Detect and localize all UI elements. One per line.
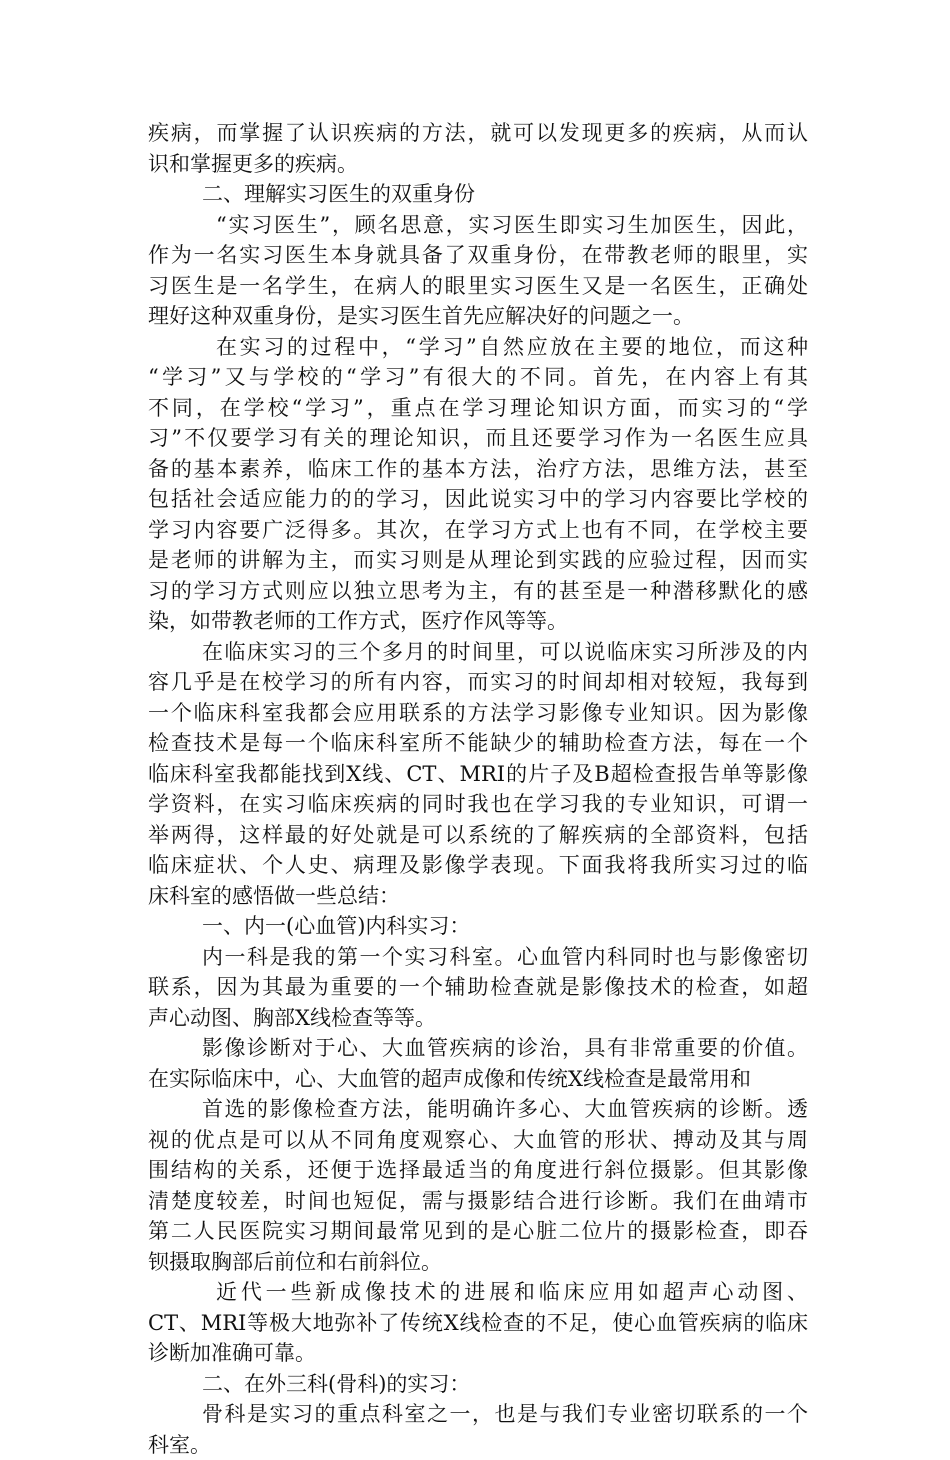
- text-line: 作为一名实习医生本身就具备了双重身份，在带教老师的眼里，实: [148, 240, 808, 271]
- text-line: 诊断加准确可靠。: [148, 1338, 808, 1369]
- text-line: 二、理解实习医生的双重身份: [148, 179, 808, 210]
- text-line: 内一科是我的第一个实习科室。心血管内科同时也与影像密切: [148, 942, 808, 973]
- text-line: 备的基本素养，临床工作的基本方法，治疗方法，思维方法，甚至: [148, 454, 808, 485]
- text-line: 声心动图、胸部X线检查等等。: [148, 1003, 808, 1034]
- text-line: 在实习的过程中，“学习”自然应放在主要的地位，而这种: [148, 332, 808, 363]
- text-line: 在临床实习的三个多月的时间里，可以说临床实习所涉及的内: [148, 637, 808, 668]
- text-line: 包括社会适应能力的的学习，因此说实习中的学习内容要比学校的: [148, 484, 808, 515]
- text-line: 首选的影像检查方法，能明确许多心、大血管疾病的诊断。透: [148, 1094, 808, 1125]
- text-line: 举两得，这样最的好处就是可以系统的了解疾病的全部资料，包括: [148, 820, 808, 851]
- text-line: 容几乎是在校学习的所有内容，而实习的时间却相对较短，我每到: [148, 667, 808, 698]
- text-line: 一个临床科室我都会应用联系的方法学习影像专业知识。因为影像: [148, 698, 808, 729]
- document-body: [148, 118, 808, 1460]
- text-line: 习医生是一名学生，在病人的眼里实习医生又是一名医生，正确处: [148, 271, 808, 302]
- text-line: “实习医生”，顾名思意，实习医生即实习生加医生，因此，: [148, 210, 808, 241]
- text-line: 一、内一(心血管)内科实习：: [148, 911, 808, 942]
- text-line: 学习内容要广泛得多。其次，在学习方式上也有不同，在学校主要: [148, 515, 808, 546]
- text-line: 染，如带教老师的工作方式，医疗作风等等。: [148, 606, 808, 637]
- text-line: 联系，因为其最为重要的一个辅助检查就是影像技术的检查，如超: [148, 972, 808, 1003]
- text-line: 清楚度较差，时间也短促，需与摄影结合进行诊断。我们在曲靖市: [148, 1186, 808, 1217]
- text-line: 近代一些新成像技术的进展和临床应用如超声心动图、: [148, 1277, 808, 1308]
- text-line: 第二人民医院实习期间最常见到的是心脏二位片的摄影检查，即吞: [148, 1216, 808, 1247]
- text-line: 临床科室我都能找到X线、CT、MRI的片子及B超检查报告单等影像: [148, 759, 808, 790]
- text-line: 视的优点是可以从不同角度观察心、大血管的形状、搏动及其与周: [148, 1125, 808, 1156]
- text-line: 床科室的感悟做一些总结：: [148, 881, 808, 912]
- text-line: 理好这种双重身份，是实习医生首先应解决好的问题之一。: [148, 301, 808, 332]
- text-line: 临床症状、个人史、病理及影像学表现。下面我将我所实习过的临: [148, 850, 808, 881]
- text-line: 检查技术是每一个临床科室所不能缺少的辅助检查方法，每在一个: [148, 728, 808, 759]
- text-line: 钡摄取胸部后前位和右前斜位。: [148, 1247, 808, 1278]
- text-line: 习的学习方式则应以独立思考为主，有的甚至是一种潜移默化的感: [148, 576, 808, 607]
- text-line: 不同，在学校“学习”，重点在学习理论知识方面，而实习的“学: [148, 393, 808, 424]
- text-line: 骨科是实习的重点科室之一，也是与我们专业密切联系的一个: [148, 1399, 808, 1430]
- text-line: 围结构的关系，还便于选择最适当的角度进行斜位摄影。但其影像: [148, 1155, 808, 1186]
- text-line: “学习”又与学校的“学习”有很大的不同。首先，在内容上有其: [148, 362, 808, 393]
- text-line: 是老师的讲解为主，而实习则是从理论到实践的应验过程，因而实: [148, 545, 808, 576]
- text-line: 识和掌握更多的疾病。: [148, 149, 808, 180]
- text-line: 在实际临床中，心、大血管的超声成像和传统X线检查是最常用和: [148, 1064, 808, 1095]
- text-line: 影像诊断对于心、大血管疾病的诊治，具有非常重要的价值。: [148, 1033, 808, 1064]
- text-line: 科室。: [148, 1430, 808, 1460]
- text-line: 二、在外三科(骨科)的实习：: [148, 1369, 808, 1400]
- text-line: CT、MRI等极大地弥补了传统X线检查的不足，使心血管疾病的临床: [148, 1308, 808, 1339]
- text-line: 疾病，而掌握了认识疾病的方法，就可以发现更多的疾病，从而认: [148, 118, 808, 149]
- text-line: 学资料，在实习临床疾病的同时我也在学习我的专业知识，可谓一: [148, 789, 808, 820]
- text-line: 习”不仅要学习有关的理论知识，而且还要学习作为一名医生应具: [148, 423, 808, 454]
